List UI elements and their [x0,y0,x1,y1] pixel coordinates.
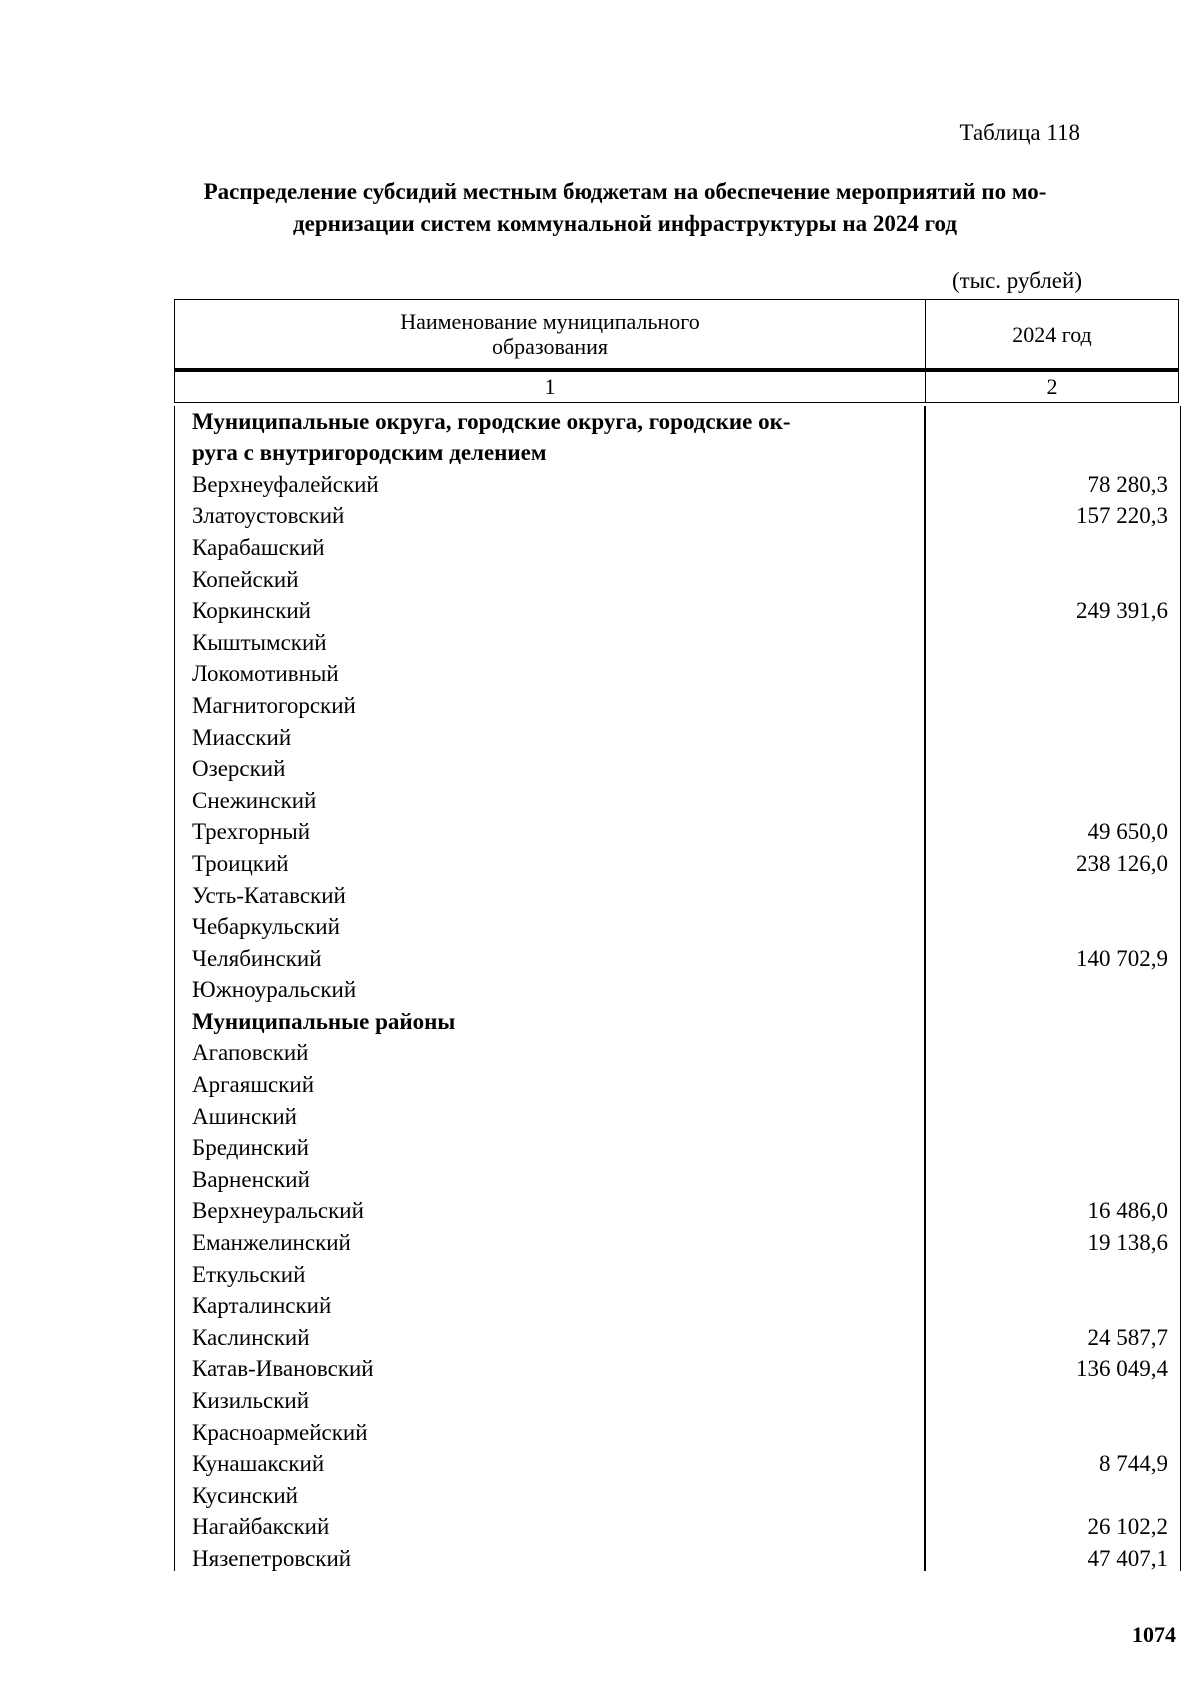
table-row [175,722,1180,754]
table-row [175,501,1180,533]
subsidy-amount: 8 744,9 [1099,1451,1168,1477]
municipality-name: Коркинский [192,598,311,624]
table-label: Таблица 118 [959,120,1080,145]
subsidy-amount: 140 702,9 [1076,945,1168,971]
municipality-name: Катав-Ивановский [192,1356,374,1382]
table-row [175,564,1180,596]
table-row [175,1227,1180,1259]
municipality-name: Южноуральский [192,977,357,1003]
municipality-name: Кыштымский [192,629,327,655]
municipality-name: Челябинский [192,945,322,971]
column-header-name-line-2: образования [491,334,609,359]
table-row [175,469,1180,501]
column-header-name-line-1: Наименование муниципального [400,309,700,334]
table-row [175,595,1180,627]
table-row [175,1259,1180,1291]
table-body [174,406,1181,1571]
table-row [175,1069,1180,1101]
municipality-name: Ашинский [192,1103,297,1129]
municipality-name: Верхнеуфалейский [192,471,379,497]
column-header-name [175,300,926,369]
municipality-name: Кунашакский [192,1451,325,1477]
subsidy-amount: 24 587,7 [1087,1324,1168,1350]
table-rows [175,406,1180,1575]
subsidy-amount: 26 102,2 [1087,1514,1168,1540]
table-row [175,659,1180,691]
title-line-1: Распределение субсидий местным бюджетам на обеспечение мероприятий по мо- [203,179,1047,204]
column-number-row [175,372,1179,403]
municipality-name: Чебаркульский [192,914,340,940]
section-header-row [175,1006,1180,1038]
units-label: (тыс. рублей) [951,268,1082,293]
table-row [175,1038,1180,1070]
table-row [175,1354,1180,1386]
table-row [175,1417,1180,1449]
table-row [175,1290,1180,1322]
table-row [175,1164,1180,1196]
municipality-name: Озерский [192,756,286,782]
table-row [175,532,1180,564]
municipality-name: Карталинский [192,1293,332,1319]
subsidy-amount: 136 049,4 [1076,1356,1168,1382]
municipality-name: Усть-Катавский [192,882,346,908]
municipality-name: Нязепетровский [192,1545,352,1571]
table-row [175,880,1180,912]
municipality-name: Трехгорный [192,819,311,845]
table-row [175,1196,1180,1228]
subsidy-amount: 157 220,3 [1076,503,1168,529]
table-row [175,753,1180,785]
municipality-name: Верхнеуральский [192,1198,364,1224]
municipality-name: Златоустовский [192,503,345,529]
table-row [175,817,1180,849]
municipality-name: Нагайбакский [192,1514,330,1540]
municipality-name: Аргаяшский [192,1072,315,1098]
section-header-row [175,406,1180,469]
municipality-name: Агаповский [192,1040,309,1066]
municipality-name: Красноармейский [192,1419,368,1445]
municipality-name: Брединский [192,1135,309,1161]
table-row [175,627,1180,659]
municipality-name: Еткульский [192,1261,306,1287]
municipality-name: Карабашский [192,534,325,560]
column-header-year: 2024 год [926,300,1179,369]
municipality-name: Каслинский [192,1324,310,1350]
municipality-name: Снежинский [192,787,317,813]
table-header [174,299,1179,369]
subsidy-amount: 238 126,0 [1076,850,1168,876]
municipality-name: Кизильский [192,1388,310,1414]
subsidy-amount: 19 138,6 [1087,1230,1168,1256]
municipality-name: Кусинский [192,1482,298,1508]
subsidy-amount: 249 391,6 [1076,598,1168,624]
table-row [175,1543,1180,1575]
municipality-name: Еманжелинский [192,1230,351,1256]
municipality-name: Варненский [192,1166,310,1192]
document-title [170,176,1080,240]
header-row [175,300,1179,369]
subsidy-amount: 16 486,0 [1087,1198,1168,1224]
column-number-2: 2 [926,372,1179,403]
table-row [175,975,1180,1007]
subsidy-amount: 47 407,1 [1087,1545,1168,1571]
subsidy-amount: 78 280,3 [1087,471,1168,497]
section-title-line: руга с внутригородским делением [192,440,547,465]
table-row [175,848,1180,880]
section-title [175,1006,915,1037]
municipality-name: Копейский [192,566,299,592]
municipality-name: Локомотивный [192,661,339,687]
municipality-name: Магнитогорский [192,692,356,718]
title-line-2: дернизации систем коммунальной инфраструктуры на 2024 год [293,211,957,236]
table-row [175,1480,1180,1512]
table-row [175,1322,1180,1354]
section-title [175,406,915,468]
municipality-name: Миасский [192,724,292,750]
section-title-line: Муниципальные округа, городские округа, городские ок- [192,409,791,434]
table-row [175,1132,1180,1164]
table-row [175,1448,1180,1480]
municipality-name: Троицкий [192,850,289,876]
table-row [175,785,1180,817]
table-row [175,1101,1180,1133]
page-number: 1074 [1132,1622,1176,1647]
column-numbers-table [174,371,1179,403]
table-row [175,690,1180,722]
table-row [175,943,1180,975]
table-row [175,1512,1180,1544]
table-row [175,1385,1180,1417]
section-title-line: Муниципальные районы [192,1009,456,1035]
column-number-1: 1 [175,372,926,403]
table-row [175,911,1180,943]
subsidy-amount: 49 650,0 [1087,819,1168,845]
